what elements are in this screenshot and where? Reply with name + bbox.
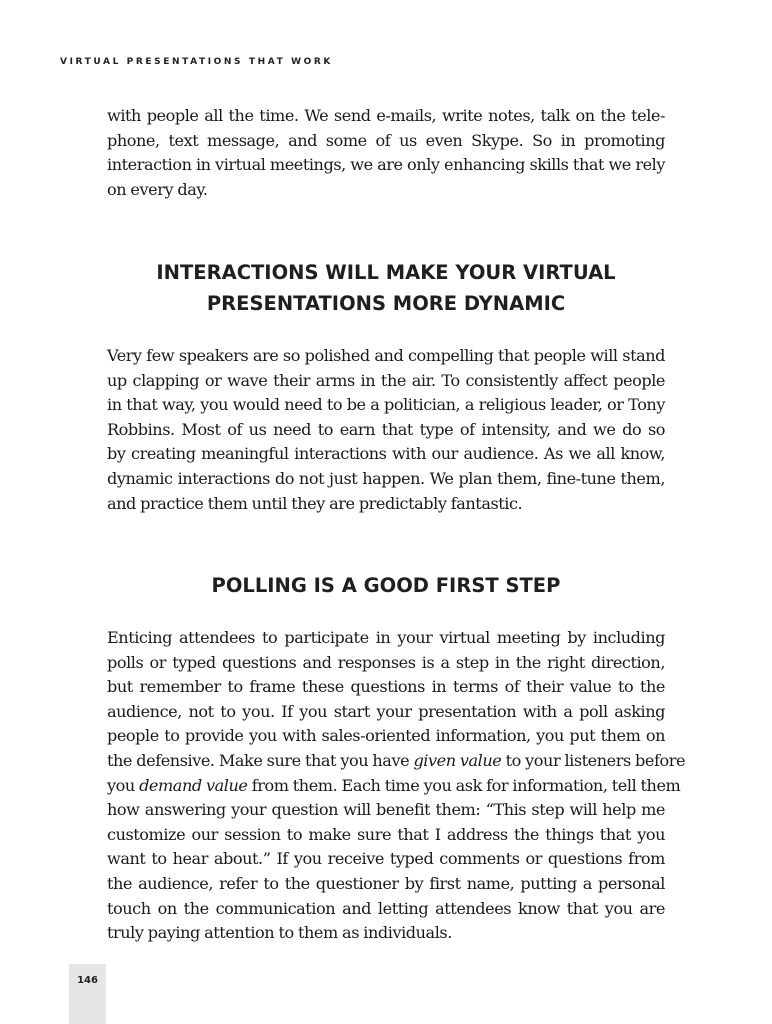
page-number-tab	[69, 964, 106, 1024]
page-number: 146	[77, 975, 98, 986]
heading-line: PRESENTATIONS MORE DYNAMIC	[206, 292, 566, 315]
heading-line: POLLING IS A GOOD FIRST STEP	[211, 574, 561, 597]
body-line: the audience, refer to the questioner by first name, putting a personal	[107, 873, 665, 893]
body-line: Enticing attendees to participate in your virtual meeting by including	[107, 628, 665, 647]
body-line: phone, text message, and some of us even Skype. So in promoting	[107, 130, 665, 150]
interactions-paragraph	[107, 344, 665, 516]
polling-paragraph	[107, 626, 686, 946]
line-text: from them. Each time you ask for information, tell them	[247, 775, 681, 795]
body-line-demand-value	[107, 774, 681, 799]
section-heading-polling	[107, 570, 665, 601]
body-line: polls or typed questions and responses is a step in the right direction,	[107, 652, 665, 672]
body-line: audience, not to you. If you start your presentation with a poll asking	[107, 701, 665, 721]
running-head: VIRTUAL PRESENTATIONS THAT WORK	[60, 57, 333, 67]
emphasis-demand-value: demand value	[139, 775, 248, 795]
body-line: want to hear about.” If you receive typed comments or questions from	[107, 849, 665, 869]
line-text: to your listeners before	[501, 750, 686, 770]
body-line: and practice them until they are predictably fantastic.	[107, 493, 523, 513]
body-line: on every day.	[107, 179, 208, 199]
body-line: with people all the time. We send e-mails, write notes, talk on the tele-	[107, 106, 665, 125]
body-line: touch on the communication and letting attendees know that you are	[107, 898, 665, 918]
body-line: Robbins. Most of us need to earn that type of intensity, and we do so	[107, 419, 665, 439]
body-line: truly paying attention to them as individuals.	[107, 923, 452, 943]
body-line: customize our session to make sure that I address the things that you	[107, 824, 665, 844]
section-heading-interactions	[107, 257, 665, 319]
body-line: by creating meaningful interactions with our audience. As we all know,	[107, 444, 665, 464]
body-line: up clapping or wave their arms in the air. To consistently affect people	[107, 370, 665, 390]
heading-line: INTERACTIONS WILL MAKE YOUR VIRTUAL	[156, 261, 616, 284]
body-line: Very few speakers are so polished and compelling that people will stand	[107, 346, 665, 365]
line-text: the defensive. Make sure that you have	[107, 750, 414, 770]
body-line: dynamic interactions do not just happen. We plan them, fine-tune them,	[107, 468, 665, 488]
body-line: but remember to frame these questions in terms of their value to the	[107, 677, 665, 697]
emphasis-given-value: given value	[413, 750, 502, 770]
body-line: interaction in virtual meetings, we are only enhancing skills that we rely	[107, 155, 665, 175]
body-line: how answering your question will benefit them: “This step will help me	[107, 800, 665, 820]
line-text: you	[107, 775, 140, 795]
body-line: in that way, you would need to be a politician, a religious leader, or Tony	[107, 395, 665, 415]
intro-paragraph	[107, 104, 665, 202]
body-line-given-value	[107, 749, 686, 774]
body-line: people to provide you with sales-oriented information, you put them on	[107, 726, 665, 746]
